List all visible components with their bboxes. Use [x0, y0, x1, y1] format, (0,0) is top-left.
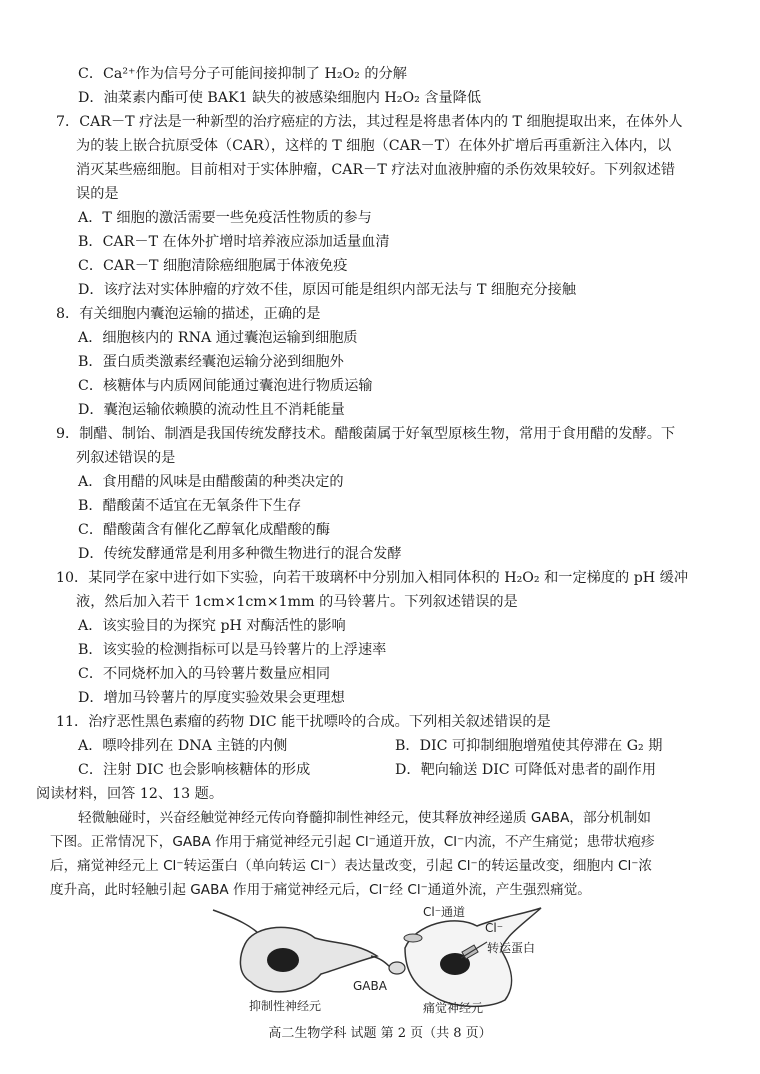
- q7-option-c: C．CAR－T 细胞清除癌细胞属于体液免疫: [78, 258, 348, 274]
- page-footer: 高二生物学科 试题 第 2 页（共 8 页）: [268, 1026, 492, 1041]
- option-c: C．Ca²⁺作为信号分子可能间接抑制了 H₂O₂ 的分解: [78, 66, 407, 82]
- q9-option-a: A．食用醋的风味是由醋酸菌的种类决定的: [78, 474, 344, 490]
- synaptic-terminal: [389, 962, 405, 974]
- reading-paragraph-line-1: 轻微触碰时，兴奋经触觉神经元传向脊髓抑制性神经元，使其释放神经递质 GABA，部分机制如: [78, 810, 651, 826]
- cl-ion-label: Cl⁻: [485, 921, 504, 935]
- q9-stem-line-1: 9．制醋、制饴、制酒是我国传统发酵技术。醋酸菌属于好氧型原核生物，常用于食用醋的发酵。下: [56, 426, 676, 442]
- q8-option-a: A．细胞核内的 RNA 通过囊泡运输到细胞质: [78, 330, 358, 346]
- q10-option-d: D．增加马铃薯片的厚度实验效果会更理想: [78, 690, 345, 706]
- cl-channel-shape: [404, 934, 422, 942]
- pain-neuron-body: [405, 908, 541, 1006]
- q9-option-c: C．醋酸菌含有催化乙醇氧化成醋酸的酶: [78, 522, 331, 538]
- transporter-label: 转运蛋白: [487, 941, 536, 955]
- q9-option-b: B．醋酸菌不适宜在无氧条件下生存: [78, 498, 302, 514]
- q10-stem-line-1: 10．某同学在家中进行如下实验，向若干玻璃杯中分别加入相同体积的 H₂O₂ 和一定梯度的 pH 缓冲: [56, 570, 689, 586]
- q11-option-d: D．靶向输送 DIC 可降低对患者的副作用: [395, 762, 657, 778]
- q7-stem-line-2: 为的装上嵌合抗原受体（CAR），这样的 T 细胞（CAR－T）在体外扩增后再重新注入体内，以: [76, 138, 672, 154]
- q9-option-d: D．传统发酵通常是利用多种微生物进行的混合发酵: [78, 546, 402, 562]
- q11-stem: 11．治疗恶性黑色素瘤的药物 DIC 能干扰嘌呤的合成。下列相关叙述错误的是: [56, 714, 551, 730]
- touch-neuron-label: [245, 904, 305, 905]
- inhibitory-neuron-nucleus: [267, 948, 299, 972]
- reading-intro: 阅读材料，回答 12、13 题。: [36, 786, 224, 802]
- q10-option-c: C．不同烧杯加入的马铃薯片数量应相同: [78, 666, 331, 682]
- q10-option-b: B．该实验的检测指标可以是马铃薯片的上浮速率: [78, 642, 387, 658]
- gaba-label: GABA: [353, 979, 387, 993]
- q8-option-b: B．蛋白质类激素经囊泡运输分泌到细胞外: [78, 354, 344, 370]
- q7-stem-line-4: 误的是: [76, 186, 119, 202]
- q11-option-c: C．注射 DIC 也会影响核糖体的形成: [78, 762, 311, 778]
- pain-neuron-label: 痛觉神经元: [423, 1001, 484, 1014]
- reading-paragraph-line-2: 下图。正常情况下，GABA 作用于痛觉神经元引起 Cl⁻通道开放，Cl⁻内流，不产生痛觉；患带状疱疹: [50, 834, 655, 850]
- q8-stem: 8．有关细胞内囊泡运输的描述，正确的是: [56, 306, 321, 322]
- q7-stem-line-1: 7．CAR－T 疗法是一种新型的治疗癌症的方法，其过程是将患者体内的 T 细胞提取出来，在体外人: [56, 114, 683, 130]
- reading-paragraph-line-3: 后，痛觉神经元上 Cl⁻转运蛋白（单向转运 Cl⁻）表达量改变，引起 Cl⁻的转运量改变，细胞内 Cl⁻浓: [50, 858, 653, 874]
- q11-option-a: A．嘌呤排列在 DNA 主链的内侧: [78, 738, 288, 754]
- q7-option-a: A．T 细胞的激活需要一些免疫活性物质的参与: [78, 210, 372, 226]
- cl-channel-label: Cl⁻通道: [423, 905, 466, 919]
- inhibitory-neuron-label: 抑制性神经元: [249, 999, 322, 1013]
- q8-option-c: C．核糖体与内质网间能通过囊泡进行物质运输: [78, 378, 373, 394]
- q10-stem-line-2: 液，然后加入若干 1cm×1cm×1mm 的马铃薯片。下列叙述错误的是: [76, 594, 518, 610]
- option-d: D．油菜素内酯可使 BAK1 缺失的被感染细胞内 H₂O₂ 含量降低: [78, 90, 482, 106]
- q7-stem-line-3: 消灭某些癌细胞。目前相对于实体肿瘤，CAR－T 疗法对血液肿瘤的杀伤效果较好。下列叙述错: [76, 162, 676, 178]
- q10-option-a: A．该实验目的为探究 pH 对酶活性的影响: [78, 618, 346, 634]
- q11-option-b: B．DIC 可抑制细胞增殖使其停滞在 G₂ 期: [395, 738, 663, 754]
- q7-option-d: D．该疗法对实体肿瘤的疗效不佳，原因可能是组织内部无法与 T 细胞充分接触: [78, 282, 577, 298]
- q9-stem-line-2: 列叙述错误的是: [76, 450, 176, 466]
- q8-option-d: D．囊泡运输依赖膜的流动性且不消耗能量: [78, 402, 345, 418]
- neuron-diagram: [205, 904, 545, 1014]
- q7-option-b: B．CAR－T 在体外扩增时培养液应添加适量血清: [78, 234, 390, 250]
- reading-paragraph-line-4: 度升高，此时轻触引起 GABA 作用于痛觉神经元后，Cl⁻经 Cl⁻通道外流，产生强烈痛觉。: [50, 882, 591, 898]
- inhibitory-axon: [371, 956, 391, 968]
